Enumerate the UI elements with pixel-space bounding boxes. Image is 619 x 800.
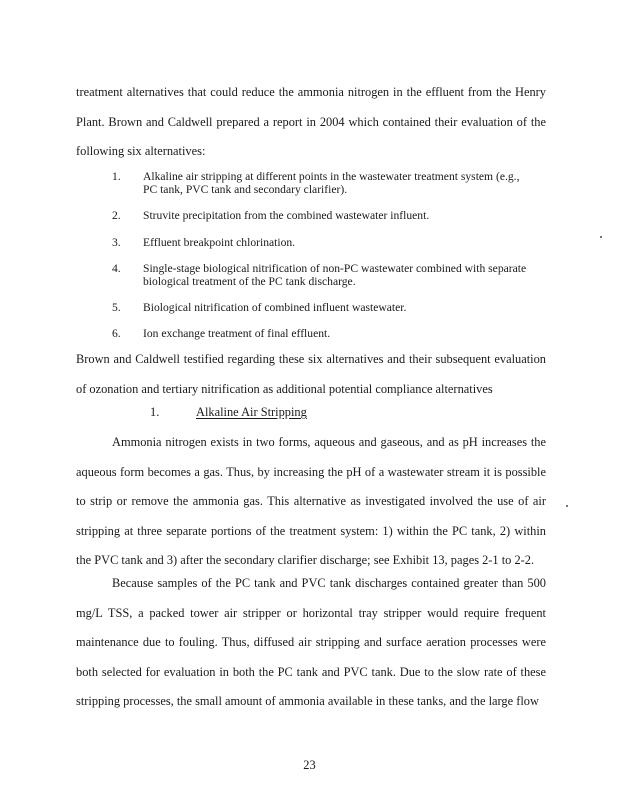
samples-paragraph: Because samples of the PC tank and PVC tank discharges contained greater than 500 mg/L TSS, a packed tower air stripper or horizontal tray stripper would require frequent maintenance due to fouling. Thus, diffused air stripping and surface aeration processes were both selected for evaluation in both the PC tank and PVC tank. Due to the slow rate of these stripping processes, the small amount of ammonia available in these tanks, and the large flow	[76, 576, 546, 708]
after-list-paragraph: Brown and Caldwell testified regarding these six alternatives and their subsequent evaluation of ozonation and tertiary nitrification as additional potential compliance alternatives	[76, 352, 546, 396]
list-item-text: Biological nitrification of combined influent wastewater.	[143, 301, 407, 314]
scan-artifact	[566, 505, 568, 507]
list-item	[112, 327, 532, 340]
list-item	[112, 170, 532, 196]
list-item	[112, 301, 532, 314]
section-number: 1.	[150, 405, 160, 419]
list-item-number: 3.	[112, 236, 121, 249]
list-item-text: Single-stage biological nitrification of non-PC wastewater combined with separate biological treatment of the PC tank discharge.	[143, 262, 527, 288]
scan-artifact	[600, 236, 602, 238]
list-item-text: Effluent breakpoint chlorination.	[143, 236, 296, 249]
list-item-text: Ion exchange treatment of final effluent.	[143, 327, 331, 340]
list-item-number: 1.	[112, 170, 121, 183]
ammonia-paragraph: Ammonia nitrogen exists in two forms, aqueous and gaseous, and as pH increases the aqueous form becomes a gas. Thus, by increasing the pH of a wastewater stream it is possible to strip or remove the ammonia gas. This alternative as investigated involved the use of air stripping at three separate portions of the treatment system: 1) within the PC tank, 2) within the PVC tank and 3) after the secondary clarifier discharge; see Exhibit 13, pages 2-1 to 2-2.	[76, 435, 546, 567]
list-item-text: Struvite precipitation from the combined wastewater influent.	[143, 209, 430, 222]
section-title: Alkaline Air Stripping	[196, 405, 307, 419]
list-item-number: 2.	[112, 209, 121, 222]
list-item-number: 5.	[112, 301, 121, 314]
page-number: 23	[303, 758, 316, 772]
list-item	[112, 262, 532, 288]
lead-paragraph: treatment alternatives that could reduce the ammonia nitrogen in the effluent from the Henry Plant. Brown and Caldwell prepared a report in 2004 which contained their evaluation of the following six alternatives:	[76, 85, 546, 158]
list-item-number: 6.	[112, 327, 121, 340]
list-item-number: 4.	[112, 262, 121, 275]
list-item	[112, 236, 532, 249]
list-item	[112, 209, 532, 222]
section-heading	[150, 404, 307, 420]
list-item-text: Alkaline air stripping at different points in the wastewater treatment system (e.g., PC tank, PVC tank and secondary clarifier).	[143, 170, 520, 196]
